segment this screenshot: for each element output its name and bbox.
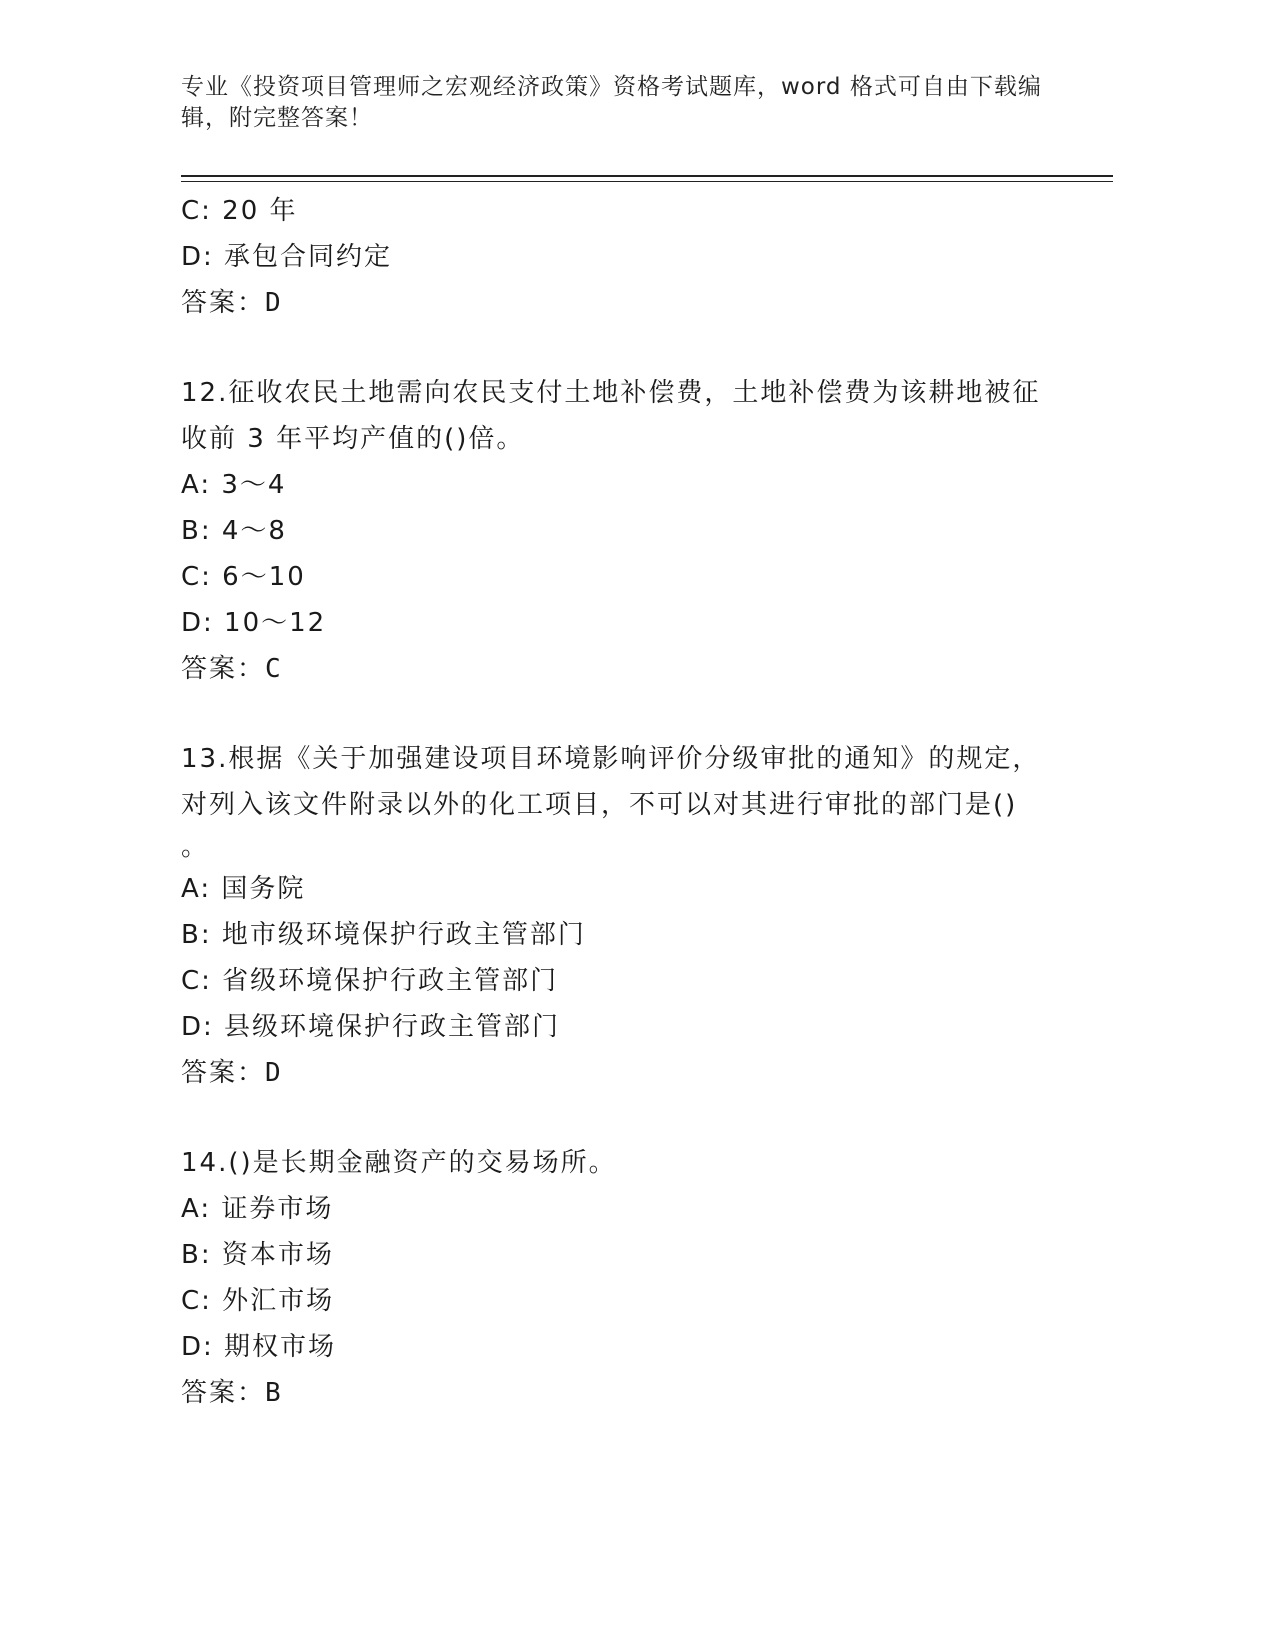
header-divider-thick	[181, 175, 1113, 177]
option-a: A: 国务院	[181, 874, 306, 904]
option-a: A: 证券市场	[181, 1194, 334, 1224]
option-c: C: 省级环境保护行政主管部门	[181, 966, 559, 996]
answer-label: 答案：	[181, 1058, 266, 1088]
question-stem-line: 14.()是长期金融资产的交易场所。	[181, 1148, 617, 1178]
answer-line	[181, 1370, 1081, 1416]
question-13	[181, 736, 1081, 1096]
option-d: D: 县级环境保护行政主管部门	[181, 1012, 561, 1042]
answer-line	[181, 280, 1081, 326]
option-d: D: 期权市场	[181, 1332, 337, 1362]
question-stem-line: 12.征收农民土地需向农民支付土地补偿费，土地补偿费为该耕地被征	[181, 378, 1041, 408]
header-divider-thin	[181, 181, 1113, 182]
answer-label: 答案：	[181, 654, 266, 684]
question-content	[181, 188, 1081, 1416]
option-b: B: 地市级环境保护行政主管部门	[181, 920, 586, 950]
answer-value: B	[265, 1378, 281, 1408]
continued-question	[181, 188, 1081, 326]
option-b: B: 资本市场	[181, 1240, 334, 1270]
header-line-1: 专业《投资项目管理师之宏观经济政策》资格考试题库，word 格式可自由下载编	[181, 74, 1042, 100]
question-stem-line: 对列入该文件附录以外的化工项目，不可以对其进行审批的部门是()	[181, 790, 1018, 820]
option-d: D: 承包合同约定	[181, 242, 393, 272]
option-c: C: 外汇市场	[181, 1286, 335, 1316]
option-d: D: 10～12	[181, 608, 327, 638]
answer-value: D	[265, 288, 281, 318]
question-stem-line: 。	[181, 832, 210, 862]
question-14	[181, 1140, 1081, 1416]
answer-line	[181, 1050, 1081, 1096]
answer-value: C	[265, 654, 281, 684]
page-header	[181, 72, 1061, 134]
answer-value: D	[265, 1058, 281, 1088]
question-12	[181, 370, 1081, 692]
option-a: A: 3～4	[181, 470, 287, 500]
answer-label: 答案：	[181, 288, 266, 318]
option-c: C: 20 年	[181, 196, 298, 226]
option-c: C: 6～10	[181, 562, 306, 592]
question-stem-line: 收前 3 年平均产值的()倍。	[181, 424, 525, 454]
answer-label: 答案：	[181, 1378, 266, 1408]
header-line-2: 辑，附完整答案！	[181, 105, 373, 131]
question-stem-line: 13.根据《关于加强建设项目环境影响评价分级审批的通知》的规定，	[181, 744, 1041, 774]
option-b: B: 4～8	[181, 516, 287, 546]
answer-line	[181, 646, 1081, 692]
